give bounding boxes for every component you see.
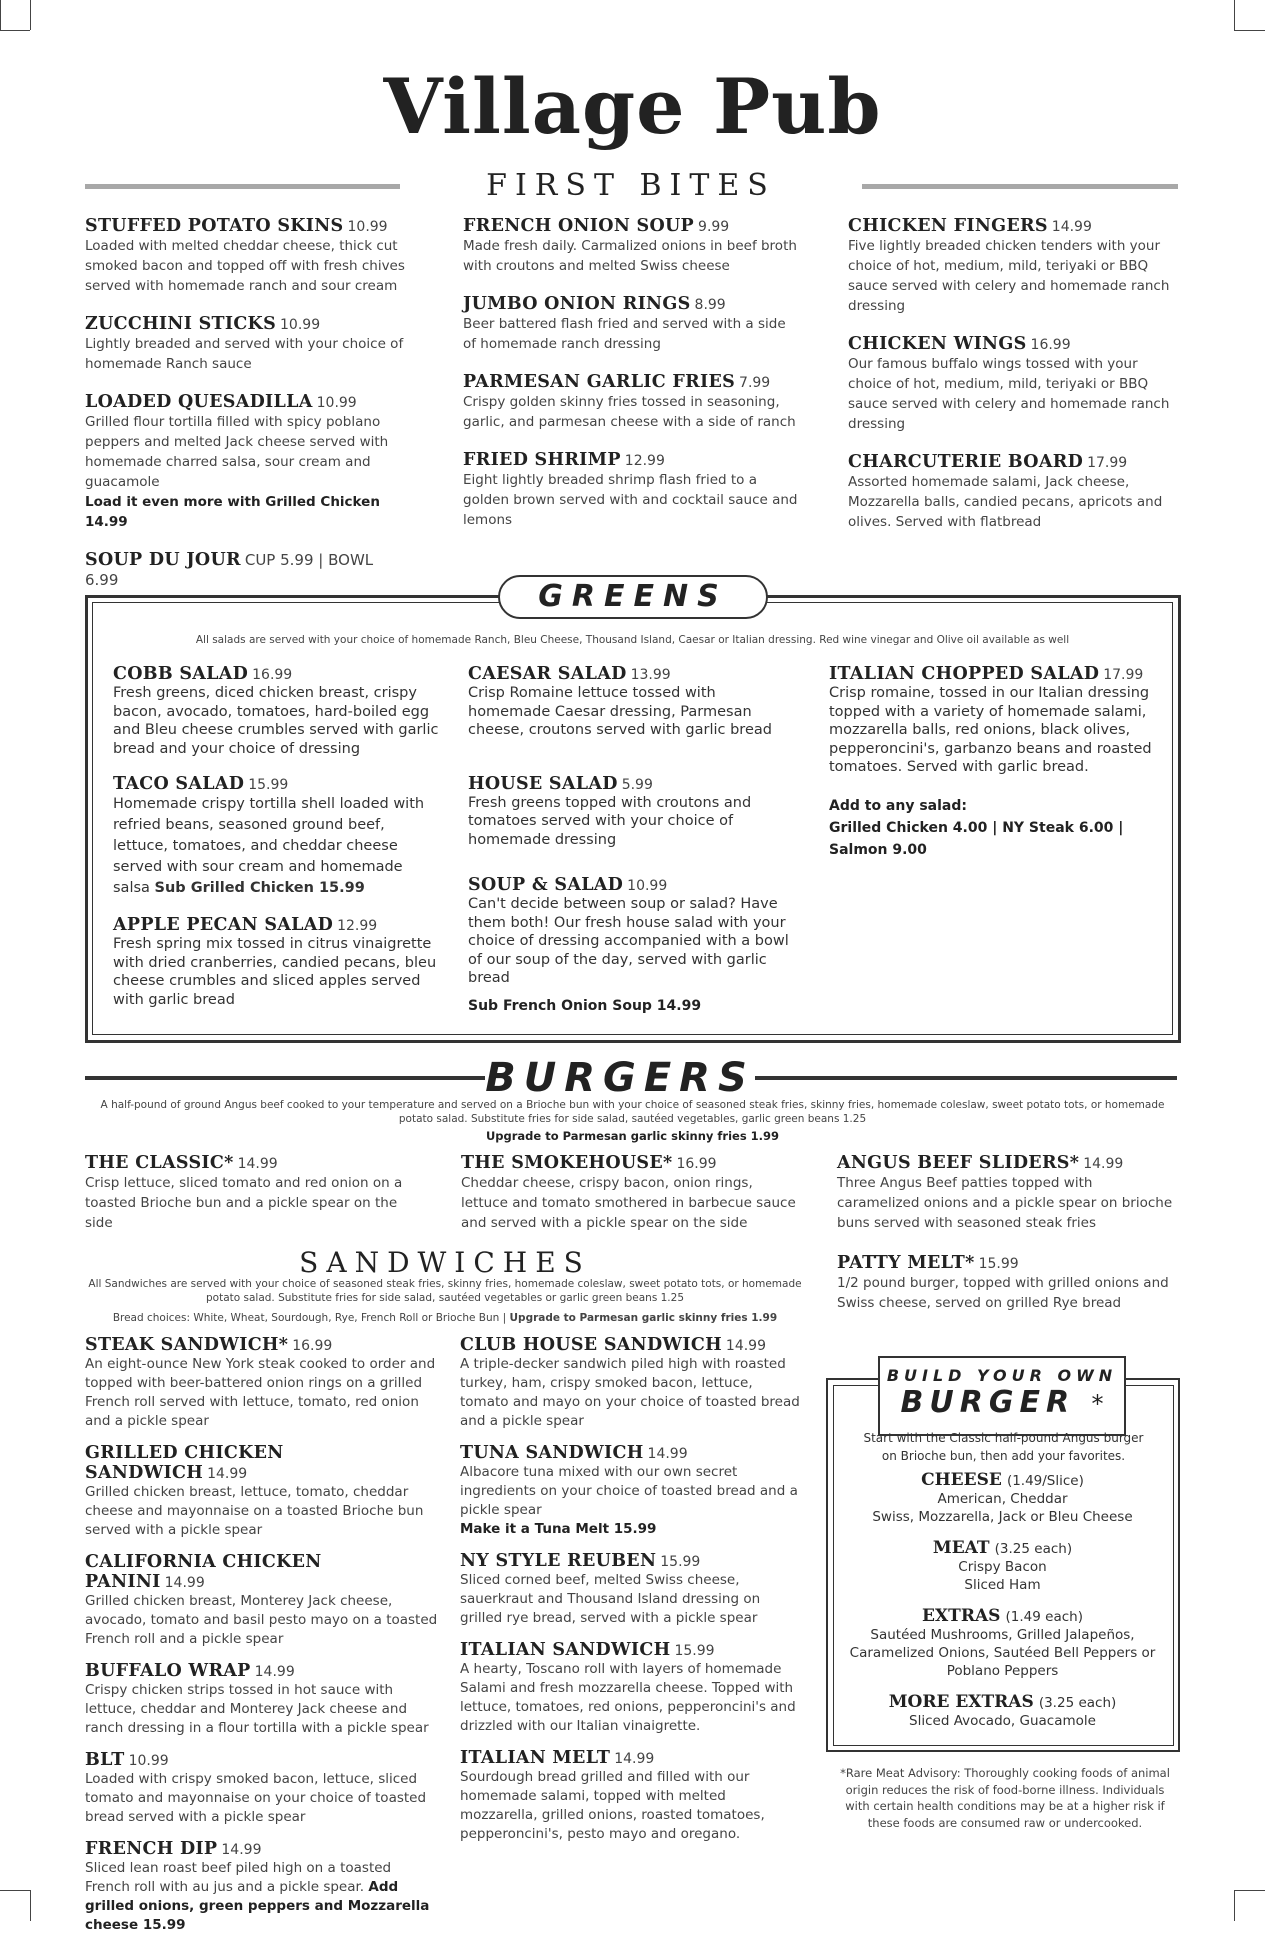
byo-group [845,1470,1160,1526]
item-desc: Fresh greens, diced chicken breast, crispy bacon, avocado, tomatoes, hard-boiled egg and Bleu cheese crumbles served with garlic bread and your choice of dressing [113,685,439,757]
menu-item [85,1443,440,1540]
menu-item [85,216,410,296]
menu-item [460,1640,805,1736]
menu-item [837,1153,1177,1233]
byo-title-big [880,1385,1124,1422]
item-price: 14.99 [725,1338,767,1354]
item-extra: Add grilled onions, green peppers and Mozzarella cheese 15.99 [85,1879,430,1933]
item-price: 14.99 [254,1664,295,1680]
item-name: FRENCH DIP [85,1839,218,1859]
item-name: THE SMOKEHOUSE* [461,1153,673,1173]
item-desc: Loaded with melted cheddar cheese, thick cut smoked bacon and topped off with fresh chives served with homemade ranch and sour cream [85,238,405,294]
sandwiches-col-2 [460,1335,805,1862]
item-name: CLUB HOUSE SANDWICH [460,1335,722,1355]
item-name: NY STYLE REUBEN [460,1551,657,1571]
item-price: 14.99 [647,1446,688,1462]
item-price: 5.99 [621,776,653,793]
item-desc: A triple-decker sandwich piled high with roasted turkey, ham, crispy smoked bacon, lettuce, tomato and mayo on your choice of toasted bread and a pickle spear [460,1356,800,1429]
section-title-sandwiches: SANDWICHES [299,1246,591,1279]
item-desc: Our famous buffalo wings tossed with your choice of hot, medium, mild, teriyaki or BBQ sauce served with celery and homemade ranch dressing [848,356,1170,432]
item-price: 12.99 [337,918,378,934]
menu-item [85,1750,440,1827]
byo-group-line: American, Cheddar [937,1491,1068,1507]
item-desc [85,1859,440,1935]
item-desc: Grilled chicken breast, Monterey Jack cheese, avocado, tomato and basil pesto mayo on a toasted French roll and a pickle spear [85,1593,438,1647]
item-desc: Can't decide between soup or salad? Have them both! Our fresh house salad with your choice of dressing accompanied with a bowl of our soup of the day, served with garlic bread [468,896,789,986]
item-desc: Made fresh daily. Carmalized onions in beef broth with croutons and melted Swiss cheese [463,238,797,274]
item-price: 10.99 [347,219,388,235]
item-name: CHARCUTERIE BOARD [848,452,1084,472]
byo-title-small: BUILD YOUR OWN [886,1366,1118,1385]
item-desc: Sourdough bread grilled and filled with our homemade salami, topped with melted mozzarella, grilled onions, roasted tomatoes, pepperoncini's, pesto mayo and oregano. [460,1769,765,1842]
item-desc: Grilled chicken breast, lettuce, tomato, cheddar cheese and mayonnaise on a toasted Brioche bun served with a pickle spear [85,1484,424,1538]
byo-title-box [878,1356,1126,1436]
item-extra: Make it a Tuna Melt 15.99 [460,1521,657,1537]
menu-item [113,774,443,899]
item-desc: Fresh spring mix tossed in citrus vinaigrette with dried cranberries, candied pecans, bleu cheese crumbles and sliced apples served with garlic bread [113,936,437,1008]
item-name: BLT [85,1750,125,1770]
item-desc: Five lightly breaded chicken tenders with your choice of hot, medium, mild, teriyaki or BBQ sauce served with celery and homemade ranch dressing [848,238,1170,314]
item-name: CALIFORNIA CHICKEN PANINI [85,1552,322,1592]
menu-item [463,372,798,432]
item-name: CAESAR SALAD [468,664,627,684]
menu-item [848,216,1183,316]
item-price: 15.99 [978,1256,1019,1272]
greens-col-1 [113,664,443,1027]
sandwiches-bread-note [85,1311,805,1325]
item-price: 14.99 [237,1156,278,1172]
item-price: 15.99 [248,777,289,793]
burgers-col-1 [85,1153,415,1251]
item-name: STUFFED POTATO SKINS [85,216,344,236]
item-name: ITALIAN CHOPPED SALAD [829,664,1100,684]
item-price: 10.99 [316,395,357,411]
menu-item [85,1661,440,1738]
byo-group [845,1692,1160,1730]
burgers-col-2 [461,1153,796,1251]
item-name: TACO SALAD [113,774,245,794]
item-desc: Beer battered flash fried and served with a side of homemade ranch dressing [463,316,786,352]
item-desc: Eight lightly breaded shrimp flash fried to a golden brown served with and cocktail sauce and lemons [463,472,798,528]
first-bites-col-3 [848,216,1183,550]
addon-title: Add to any salad: [829,797,967,814]
item-desc: Three Angus Beef patties topped with caramelized onions and a pickle spear on brioche buns served with seasoned steak fries [837,1175,1173,1231]
item-price: 16.99 [1030,337,1071,353]
byo-group-price: (1.49 each) [1005,1609,1083,1625]
item-desc: Fresh greens topped with croutons and tomatoes served with your choice of homemade dressing [468,794,752,848]
item-price: 17.99 [1103,667,1144,683]
item-desc: Crispy chicken strips tossed in hot sauce with lettuce, cheddar and Monterey Jack cheese and ranch dressing in a flour tortilla with a pickle spear [85,1682,429,1736]
item-desc: Crisp Romaine lettuce tossed with homemade Caesar dressing, Parmesan cheese, croutons served with garlic bread [468,685,772,738]
item-name: SOUP & SALAD [468,875,624,895]
sandwiches-note: All Sandwiches are served with your choice of seasoned steak fries, skinny fries, homemade coleslaw, sweet potato tots, or homemade potato salad. Substitute fries for side salad, sautéed vegetables or garlic green beans 1.25 [88,1278,802,1304]
section-title-greens: GREENS [498,575,768,619]
item-name: FRIED SHRIMP [463,450,621,470]
item-price: 10.99 [627,878,668,894]
menu-item [460,1551,805,1628]
menu-item [829,664,1154,777]
menu-item [85,314,410,374]
item-desc: Crisp lettuce, sliced tomato and red onion on a toasted Brioche bun and a pickle spear on the side [85,1175,403,1231]
item-desc-text: Sliced lean roast beef piled high on a toasted French roll with au jus and a pickle spear. [85,1860,392,1895]
menu-item [85,1335,440,1431]
item-extra: Load it even more with Grilled Chicken 14.99 [85,494,380,530]
sandwiches-upgrade: Upgrade to Parmesan garlic skinny fries 1.99 [509,1312,778,1324]
item-price: 16.99 [292,1338,333,1354]
byo-group-line: Sliced Ham [964,1577,1041,1593]
section-title-first-bites: FIRST BITES [486,168,776,203]
menu-item [460,1748,805,1844]
item-desc [113,794,443,899]
byo-groups [845,1470,1160,1730]
item-name: ANGUS BEEF SLIDERS* [837,1153,1080,1173]
burgers-upgrade: Upgrade to Parmesan garlic skinny fries 1.99 [485,1129,780,1143]
menu-item [113,915,443,1009]
item-name: CHICKEN FINGERS [848,216,1048,236]
byo-group-name: CHEESE [921,1470,1002,1490]
item-price: 16.99 [676,1156,717,1172]
item-price: 10.99 [128,1753,169,1769]
item-name: THE CLASSIC* [85,1153,234,1173]
item-desc: Sliced corned beef, melted Swiss cheese, sauerkraut and Thousand Island dressing on grilled rye bread, served with a pickle spear [460,1572,761,1626]
item-name: BUFFALO WRAP [85,1661,251,1681]
item-name: TUNA SANDWICH [460,1443,644,1463]
menu-item [113,664,443,758]
item-name: JUMBO ONION RINGS [463,294,691,314]
greens-note: All salads are served with your choice of homemade Ranch, Bleu Cheese, Thousand Island, Caesar or Italian dressing. Red wine vinegar and Olive oil available as well [195,634,1070,646]
item-name: GRILLED CHICKEN SANDWICH [85,1443,284,1483]
menu-item [463,216,798,276]
menu-item [85,1153,415,1233]
item-price: 10.99 [280,317,321,333]
menu-item [463,294,798,354]
sandwiches-col-1 [85,1335,440,1953]
restaurant-logo: Village Pub [383,62,882,151]
item-name: APPLE PECAN SALAD [113,915,334,935]
menu-item [848,452,1183,532]
item-name: ZUCCHINI STICKS [85,314,277,334]
item-desc: 1/2 pound burger, topped with grilled onions and Swiss cheese, served on grilled Rye bread [837,1275,1169,1311]
item-price: 14.99 [1051,219,1092,235]
item-name: CHICKEN WINGS [848,334,1027,354]
item-price: CUP 5.99 | BOWL 6.99 [85,551,374,589]
item-desc: Assorted homemade salami, Jack cheese, Mozzarella balls, candied pecans, apricots and olives. Served with flatbread [848,474,1163,530]
item-price: 14.99 [1083,1156,1124,1172]
item-price: 9.99 [698,219,730,235]
menu-item [85,1552,440,1649]
divider [862,184,1178,189]
item-price: 7.99 [739,375,771,391]
byo-title-star: * [1091,1390,1104,1418]
burgers-col-3 [837,1153,1177,1331]
item-desc-text: Homemade crispy tortilla shell loaded with refried beans, seasoned ground beef, lettuce, tomatoes, and cheddar cheese served with sour cream and homemade salsa [113,796,425,896]
bread-choices: Bread choices: White, Wheat, Sourdough, Rye, French Roll or Brioche Bun | [112,1312,507,1324]
item-name: SOUP DU JOUR [85,550,241,570]
item-price: 16.99 [252,667,293,683]
item-extra: Sub Grilled Chicken 15.99 [154,880,365,896]
item-name: PATTY MELT* [837,1253,975,1273]
item-desc: Lightly breaded and served with your choice of homemade Ranch sauce [85,336,404,372]
item-name: ITALIAN MELT [460,1748,611,1768]
byo-group-price: (1.49/Slice) [1006,1473,1084,1489]
item-name: PARMESAN GARLIC FRIES [463,372,736,392]
byo-group [845,1538,1160,1594]
item-price: 14.99 [614,1751,655,1767]
item-desc: An eight-ounce New York steak cooked to order and topped with beer-battered onion rings on a grilled French roll served with lettuce, tomato, red onion and a pickle spear [85,1356,436,1429]
byo-group-price: (3.25 each) [1038,1695,1117,1711]
greens-col-2 [468,664,798,1034]
item-price: 14.99 [221,1842,262,1858]
addon-text: Grilled Chicken 4.00 | NY Steak 6.00 | Salmon 9.00 [829,819,1124,858]
item-price: 13.99 [630,667,671,683]
first-bites-col-1 [85,216,410,607]
byo-group [845,1606,1160,1680]
item-desc: Grilled flour tortilla filled with spicy poblano peppers and melted Jack cheese served with homemade charred salsa, sour cream and guacamole [85,414,389,490]
rare-meat-advisory: *Rare Meat Advisory: Thoroughly cooking foods of animal origin reduces the risk of food-borne illness. Individuals with certain health conditions may be at a higher risk if these foods are consumed raw or undercooked. [840,1766,1170,1830]
first-bites-col-2 [463,216,798,548]
menu-item [468,664,798,740]
item-price: 17.99 [1087,455,1128,471]
menu-item-soup [85,550,410,589]
byo-group-name: EXTRAS [922,1606,1001,1626]
item-price: 15.99 [674,1643,715,1659]
item-extra: Sub French Onion Soup 14.99 [468,997,702,1014]
menu-item [460,1443,805,1539]
menu-item [848,334,1183,434]
byo-group-name: MORE EXTRAS [888,1692,1034,1712]
menu-item [85,392,410,532]
item-name: STEAK SANDWICH* [85,1335,289,1355]
item-name: FRENCH ONION SOUP [463,216,695,236]
byo-group-name: MEAT [932,1538,990,1558]
item-desc: Crisp romaine, tossed in our Italian dressing topped with a variety of homemade salami, mozzarella balls, red onions, black olives, pepperoncini's, garbanzo beans and roasted tomatoes. Served with garlic bread. [829,685,1152,775]
item-price: 12.99 [624,453,665,469]
item-price: 8.99 [694,297,726,313]
item-name: LOADED QUESADILLA [85,392,313,412]
divider [85,184,400,189]
byo-group-line: Swiss, Mozzarella, Jack or Bleu Cheese [872,1509,1133,1525]
item-price: 14.99 [164,1575,205,1591]
item-price: 14.99 [207,1466,248,1482]
byo-intro: Start with the Classic half-pound Angus burger on Brioche bun, then add your favorites. [863,1431,1144,1463]
menu-item [463,450,798,530]
item-name: COBB SALAD [113,664,249,684]
byo-group-line: Sautéed Mushrooms, Grilled Jalapeños, Caramelized Onions, Sautéed Bell Peppers or Poblano Peppers [849,1627,1156,1679]
item-desc: A hearty, Toscano roll with layers of homemade Salami and fresh mozzarella cheese. Topped with lettuce, tomatoes, red onions, pepperoncini's and drizzled with our Italian vinaigrette. [460,1661,796,1734]
byo-title-big-text: BURGER [900,1385,1076,1420]
menu-item [837,1253,1177,1313]
item-name: ITALIAN SANDWICH [460,1640,671,1660]
byo-group-line: Sliced Avocado, Guacamole [909,1713,1096,1729]
menu-item [468,774,798,850]
menu-item [460,1335,805,1431]
menu-item [468,875,798,1016]
item-name: HOUSE SALAD [468,773,618,794]
item-price: 15.99 [660,1554,701,1570]
section-title-burgers: BURGERS [485,1050,755,1106]
byo-group-price: (3.25 each) [994,1541,1073,1557]
item-desc: Albacore tuna mixed with our own secret ingredients on your choice of toasted bread and a pickle spear [460,1464,798,1518]
menu-item [461,1153,796,1233]
burgers-note: A half-pound of ground Angus beef cooked to your temperature and served on a Brioche bun with your choice of seasoned steak fries, skinny fries, homemade coleslaw, sweet potato tots, or homemade potato salad. Substitute fries for side salad, sautéed vegetables, garlic green beans 1.25 [100,1099,1165,1125]
item-desc: Cheddar cheese, crispy bacon, onion rings, lettuce and tomato smothered in barbecue sauce and served with a pickle spear on the side [461,1175,796,1231]
greens-col-3 [829,664,1154,861]
item-desc: Crispy golden skinny fries tossed in seasoning, garlic, and parmesan cheese with a side of ranch [463,394,796,430]
item-desc: Loaded with crispy smoked bacon, lettuce, sliced tomato and mayonnaise on your choice of toasted bread served with a pickle spear [85,1771,427,1825]
byo-group-line: Crispy Bacon [958,1559,1047,1575]
